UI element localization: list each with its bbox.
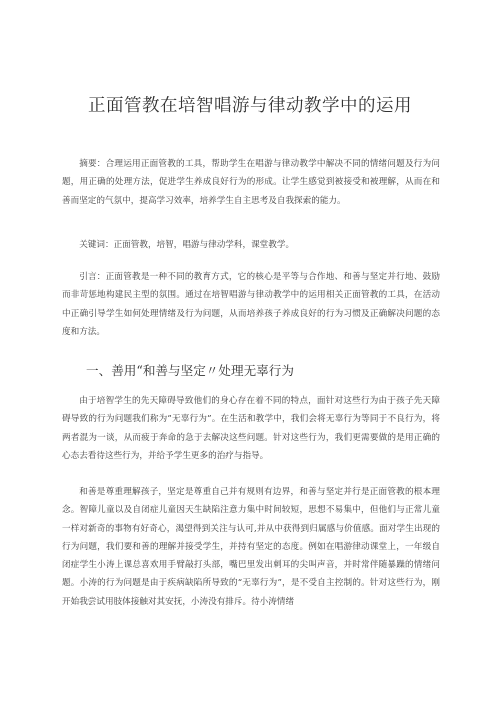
section-heading-1: 一、善用“和善与坚定〃处理无辜行为	[86, 363, 294, 378]
body-paragraph-2: 和善是尊重理解孩子，坚定是尊重自己并有规则有边界，和善与坚定并行是正面管教的根本理念。智障儿童以及自闭症儿童因天生缺陷注意力集中时间较短，思想不易集中，但他们与正常儿童一样对新奇的事物有好奇心，渴望得到关注与认可,并从中获得到归属感与价值感。面对学生出现的行为问题，我们要和善的理解并接受学生，并持有坚定的态度。例如在唱游律动课堂上，一年级自闭症学生小涛上课总喜欢用手臂敲打头部，嘴巴里发出刺耳的尖叫声音，并时常伴随暴躁的情绪问题。小涛的行为问题是由于疾病缺陷所导致的“无辜行为”，是不受自主控制的。针对这些行为，刚开始我尝试用肢体接触对其安抚，小涛没有排斥。待小涛情绪	[62, 487, 440, 607]
keywords-line: 关键词：正面管教，培智，唱游与律动学科，课堂教学。	[79, 240, 295, 250]
abstract-paragraph: 摘要：合理运用正面管教的工具，帮助学生在唱游与律动教学中解决不同的情绪问题及行为问题，用正确的处理方法，促进学生养成良好行为的形成。让学生感觉到被接受和被理解，从而在和善而坚定的气氛中，提高学习效率，培养学生自主思考及自我探索的能力。	[62, 159, 440, 206]
introduction-paragraph: 引言：正面管教是一种不同的教育方式，它的核心是平等与合作地、和善与坚定并行地、鼓励而非苛惩地构建民主型的氛围。通过在培智唱游与律动教学中的运用相关正面管教的工具，在活动中正确引导学生如何处理情绪及行为问题，从而培养孩子养成良好的行为习惯及正确解决问题的态度和方法。	[62, 272, 440, 337]
document-title: 正面管教在培智唱游与律动教学中的运用	[88, 96, 412, 116]
body-paragraph-1: 由于培智学生的先天障碍导致他们的身心存在着不同的特点，面针对这些行为由于孩子先天障碍导致的行为问题我们称为”无辜行为”。在生活和教学中，我们会将无辜行为等同于不良行为，将两者混为一谈，从而疲于奔命的急于去解决这些问题。针对这些行为，我们更需要做的是用正确的心态去看待这些行为，并给予学生更多的治疗与指导。	[62, 396, 440, 461]
